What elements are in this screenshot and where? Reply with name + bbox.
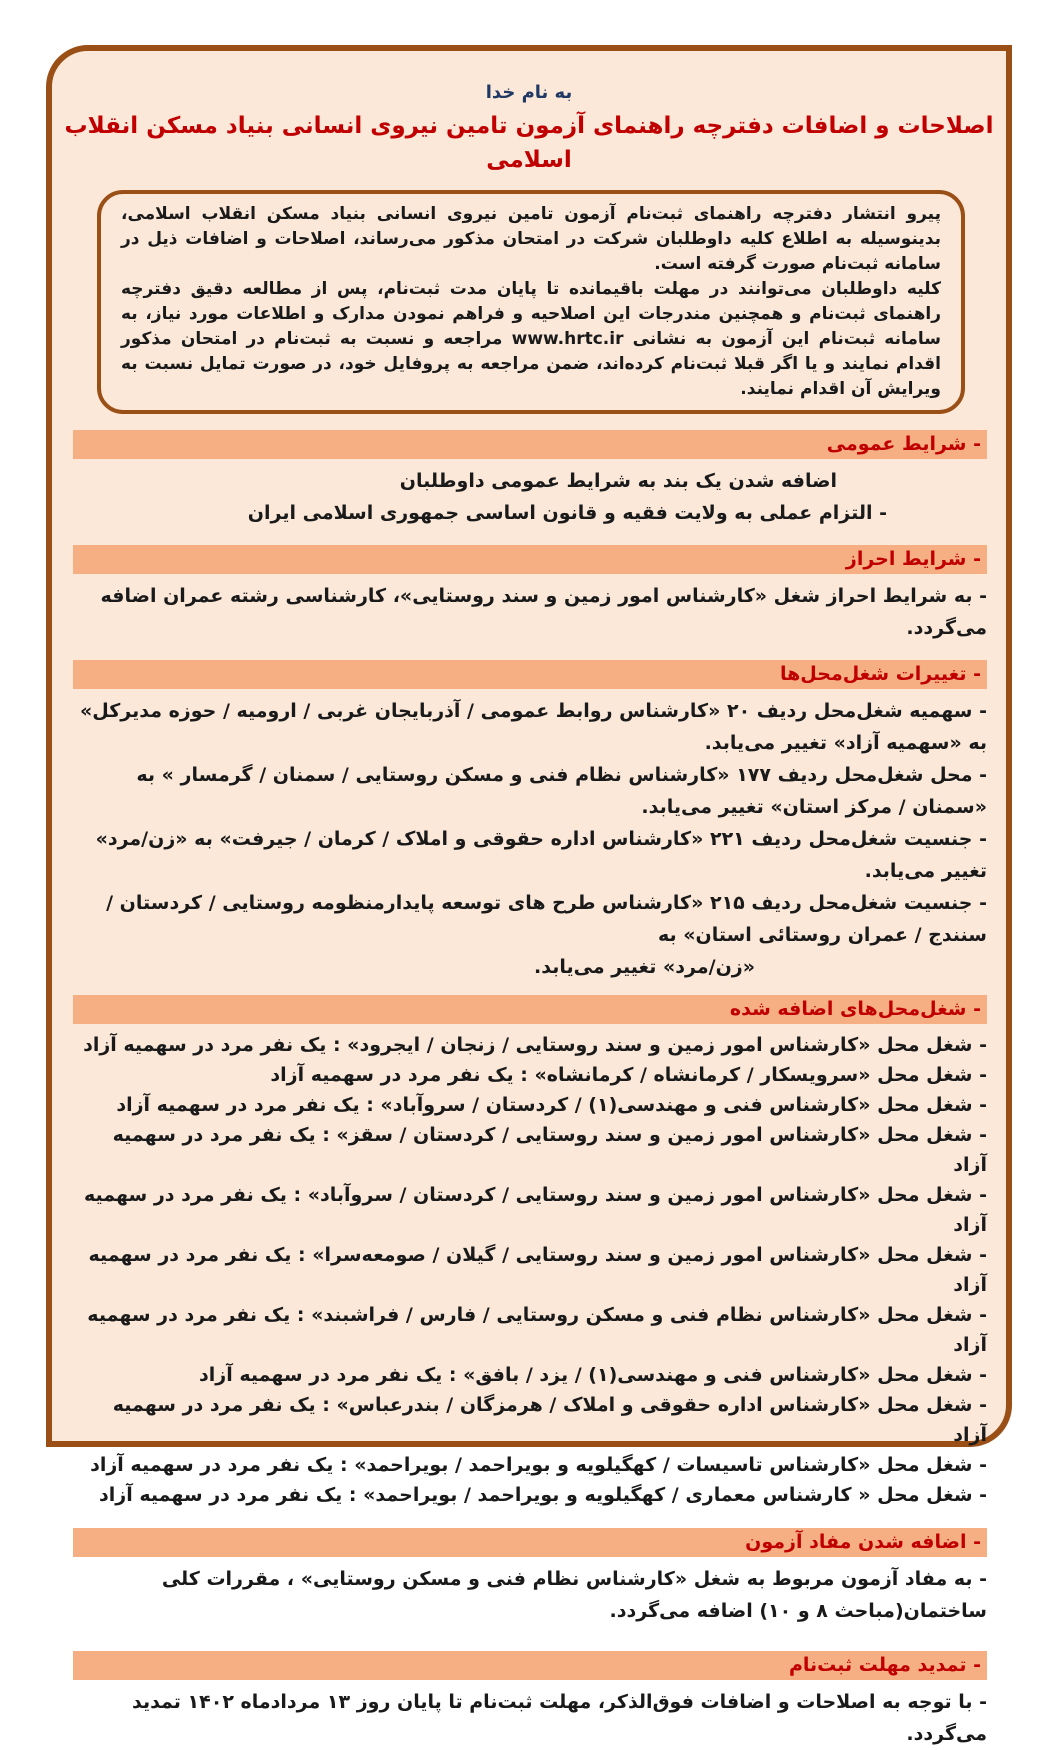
- section-line: - به مفاد آزمون مربوط به شغل «کارشناس نظام فنی و مسکن روستایی» ، مقررات کلی ساختمان(مباحث ۸ و ۱۰) اضافه می‌گردد.: [161, 1568, 987, 1622]
- section-heading: - اضافه شدن مفاد آزمون: [745, 1531, 981, 1553]
- section-line: - با توجه به اصلاحات و اضافات فوق‌الذکر، مهلت ثبت‌نام تا پایان روز ۱۳ مردادماه ۱۴۰۲ تمدید می‌گردد.: [131, 1691, 987, 1745]
- section-heading-bar: [73, 1528, 987, 1557]
- section-content: [52, 574, 1006, 644]
- section-added-job-locations: [52, 995, 1006, 1510]
- section-line: - شغل محل « کارشناس معماری / کهگیلویه و بویراحمد / بویراحمد» : یک نفر مرد در سهمیه آزاد: [99, 1484, 987, 1506]
- section-line: اضافه شدن یک بند به شرایط عمومی داوطلبان: [399, 470, 837, 492]
- section-line: - جنسیت شغل‌محل ردیف ۲۱۵ «کارشناس طرح های توسعه پایدارمنظومه روستایی / کردستان / سنندج / عمران روستائی استان» به: [106, 892, 987, 946]
- section-line: - التزام عملی به ولایت فقیه و قانون اساسی جمهوری اسلامی ایران: [247, 502, 887, 524]
- section-heading: - شغل‌محل‌های اضافه شده: [729, 998, 981, 1020]
- section-registration-deadline-extension: [52, 1651, 1006, 1750]
- section-heading-bar: [73, 1651, 987, 1680]
- section-line: - شغل محل «کارشناس امور زمین و سند روستایی / کردستان / سقز» : یک نفر مرد در سهمیه آزاد: [112, 1124, 987, 1176]
- section-line: - شغل محل «کارشناس فنی و مهندسی(۱) / کردستان / سروآباد» : یک نفر مرد در سهمیه آزاد: [116, 1094, 987, 1116]
- section-eligibility-conditions: [52, 545, 1006, 644]
- section-added-exam-materials: [52, 1528, 1006, 1627]
- section-line: - شغل محل «سرویسکار / کرمانشاه / کرمانشاه» : یک نفر مرد در سهمیه آزاد: [270, 1064, 987, 1086]
- section-line: - شغل محل «کارشناس اداره حقوقی و املاک / هرمزگان / بندرعباس» : یک نفر مرد در سهمیه آزاد: [112, 1394, 987, 1446]
- section-heading-bar: [73, 430, 987, 459]
- section-line: - شغل محل «کارشناس امور زمین و سند روستایی / گیلان / صومعه‌سرا» : یک نفر مرد در سهمیه آزاد: [88, 1244, 987, 1296]
- page-title: اصلاحات و اضافات دفترچه راهنمای آزمون تامین نیروی انسانی بنیاد مسکن انقلاب اسلامی: [64, 113, 994, 173]
- section-line-continuation: «زن/مرد» تغییر می‌یابد.: [534, 956, 755, 978]
- section-line: - محل شغل‌محل ردیف ۱۷۷ «کارشناس نظام فنی و مسکن روستایی / سمنان / گرمسار » به «سمنان / مرکز استان» تغییر می‌یابد.: [136, 764, 987, 818]
- section-heading: - شرایط عمومی: [826, 433, 981, 455]
- intro-box: [97, 190, 965, 414]
- section-line: - سهمیه شغل‌محل ردیف ۲۰ «کارشناس روابط عمومی / آذربایجان غربی / ارومیه / حوزه مدیرکل» به «سهمیه آزاد» تغییر می‌یابد.: [80, 700, 987, 754]
- section-line: - جنسیت شغل‌محل ردیف ۲۲۱ «کارشناس اداره حقوقی و املاک / کرمان / جیرفت» به «زن/مرد» تغییر می‌یابد.: [95, 828, 987, 882]
- section-line: - شغل محل «کارشناس فنی و مهندسی(۱) / یزد / بافق» : یک نفر مرد در سهمیه آزاد: [199, 1364, 987, 1386]
- section-content: [52, 459, 1006, 529]
- section-line: - شغل محل «کارشناس تاسیسات / کهگیلویه و بویراحمد / بویراحمد» : یک نفر مرد در سهمیه آزاد: [90, 1454, 987, 1476]
- section-content: [52, 689, 1006, 983]
- section-heading: - تغییرات شغل‌محل‌ها: [779, 663, 981, 685]
- section-heading-bar: [73, 545, 987, 574]
- section-content: [52, 1557, 1006, 1627]
- section-general-conditions: [52, 430, 1006, 529]
- section-heading-bar: [73, 660, 987, 689]
- section-line: - شغل محل «کارشناس نظام فنی و مسکن روستایی / فارس / فراشبند» : یک نفر مرد در سهمیه آزاد: [87, 1304, 987, 1356]
- section-heading: - تمدید مهلت ثبت‌نام: [788, 1654, 981, 1676]
- section-content: [52, 1680, 1006, 1750]
- section-line: - شغل محل «کارشناس امور زمین و سند روستایی / کردستان / سروآباد» : یک نفر مرد در سهمیه آزاد: [83, 1184, 987, 1236]
- intro-paragraph-2: کلیه داوطلبان می‌توانند در مهلت باقیمانده تا پایان مدت ثبت‌نام، پس از مطالعه دقیق دفترچه راهنمای ثبت‌نام و همچنین مندرجات این اصلاحیه و فراهم نمودن مدارک و اطلاعات مورد نیاز، به سامانه ثبت‌نام این آزمون به نشانی www.hrtc.ir مراجعه و نسبت به ثبت‌نام در امتحان مذکور اقدام نمایند و یا اگر قبلا ثبت‌نام کرده‌اند، ضمن مراجعه به پروفایل خود، در صورت تمایل نسبت به ویرایش آن اقدام نمایند.: [121, 279, 941, 399]
- section-job-location-changes: [52, 660, 1006, 983]
- intro-paragraph-1: پیرو انتشار دفترچه راهنمای ثبت‌نام آزمون تامین نیروی انسانی بنیاد مسکن انقلاب اسلامی، بدینوسیله به اطلاع کلیه داوطلبان شرکت در امتحان مذکور می‌رساند، اصلاحات و اضافات ذیل در سامانه ثبت‌نام صورت گرفته است.: [121, 204, 941, 274]
- document-frame: [46, 45, 1012, 1745]
- section-line: - به شرایط احراز شغل «کارشناس امور زمین و سند روستایی»، کارشناسی رشته عمران اضافه می‌گردد.: [100, 585, 987, 639]
- section-heading-bar: [73, 995, 987, 1024]
- section-heading: - شرایط احراز: [845, 548, 981, 570]
- section-line: - شغل محل «کارشناس امور زمین و سند روستایی / زنجان / ایجرود» : یک نفر مرد در سهمیه آزاد: [83, 1034, 987, 1056]
- section-content: [52, 1024, 1006, 1510]
- bismillah-text: به نام خدا: [485, 82, 573, 103]
